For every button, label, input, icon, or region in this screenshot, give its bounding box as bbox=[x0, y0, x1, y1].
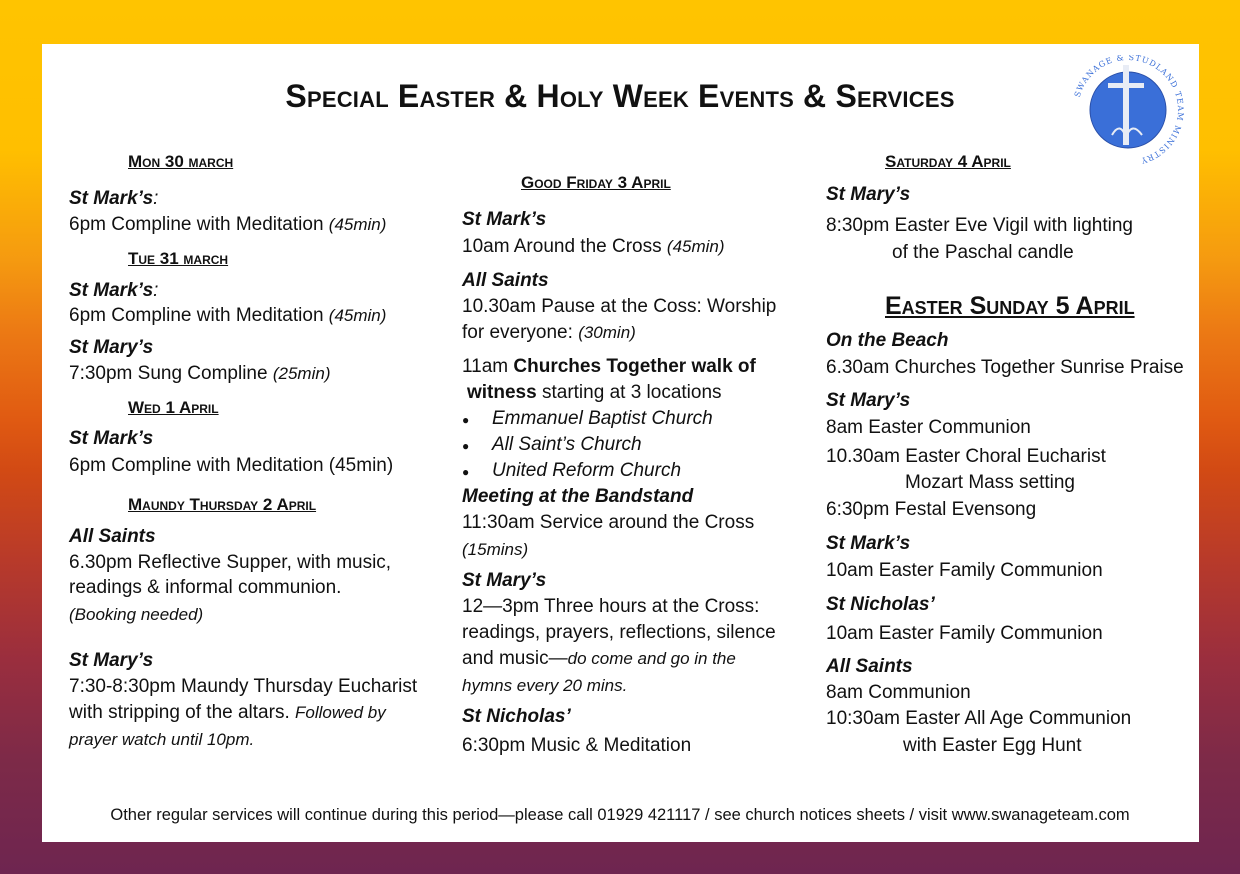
venue-label: On the Beach bbox=[826, 330, 949, 351]
service-line: 8am Communion bbox=[826, 682, 971, 703]
service-line: 7:30-8:30pm Maundy Thursday Eucharist bbox=[69, 676, 418, 697]
logo-ring-text: SWANAGE & STUDLAND TEAM MINISTRY bbox=[1072, 55, 1186, 165]
service-note: hymns every 20 mins. bbox=[462, 676, 628, 695]
service-line: 10:30am Easter All Age Communion bbox=[826, 708, 1132, 729]
cross-logo-icon bbox=[1068, 55, 1188, 165]
service-line: 6.30pm Reflective Supper, with music, bbox=[69, 552, 392, 573]
service-line: Mozart Mass setting bbox=[905, 472, 1075, 493]
service-line: 8:30pm Easter Eve Vigil with lighting bbox=[826, 215, 1133, 236]
venue-label: St Mark’s: bbox=[69, 280, 159, 301]
service-line: 10am Easter Family Communion bbox=[826, 560, 1103, 581]
day-header-thu: Maundy Thursday 2 April bbox=[128, 495, 317, 514]
venue-label: St Mark’s bbox=[462, 209, 547, 230]
venue-label: St Mary’s bbox=[826, 184, 911, 205]
list-item: ● All Saint’s Church bbox=[462, 434, 642, 455]
venue-label: All Saints bbox=[462, 270, 549, 291]
service-line: of the Paschal candle bbox=[892, 242, 1074, 263]
venue-label: All Saints bbox=[69, 526, 156, 547]
service-line: with stripping of the altars. Followed by bbox=[69, 702, 386, 723]
service-line: 10.30am Pause at the Coss: Worship bbox=[462, 296, 777, 317]
service-line: 8am Easter Communion bbox=[826, 417, 1031, 438]
day-header-mon: Mon 30 march bbox=[128, 152, 234, 171]
venue-label: St Mark’s bbox=[826, 533, 911, 554]
day-header-tue: Tue 31 march bbox=[128, 249, 229, 268]
service-line: 7:30pm Sung Compline (25min) bbox=[69, 363, 331, 384]
venue-label: St Mary’s bbox=[69, 650, 154, 671]
service-line: 10am Easter Family Communion bbox=[826, 623, 1103, 644]
venue-label: Meeting at the Bandstand bbox=[462, 486, 694, 507]
service-line: 6pm Compline with Meditation (45min) bbox=[69, 455, 394, 476]
service-line: 6pm Compline with Meditation (45min) bbox=[69, 214, 387, 235]
venue-label: All Saints bbox=[826, 656, 913, 677]
service-line: for everyone: (30min) bbox=[462, 322, 636, 343]
venue-label: St Mary’s bbox=[826, 390, 911, 411]
day-header-sat: Saturday 4 April bbox=[885, 152, 1011, 171]
service-line: 6pm Compline with Meditation (45min) bbox=[69, 305, 387, 326]
day-header-sun: Easter Sunday 5 April bbox=[885, 292, 1135, 320]
service-line: and music—do come and go in the bbox=[462, 648, 736, 669]
service-line: readings, prayers, reflections, silence bbox=[462, 622, 776, 643]
venue-label: St Mark’s bbox=[69, 428, 154, 449]
venue-label: St Mark’s: bbox=[69, 188, 159, 209]
service-line: 10.30am Easter Choral Eucharist bbox=[826, 446, 1106, 467]
service-line: with Easter Egg Hunt bbox=[903, 735, 1082, 756]
day-header-fri: Good Friday 3 April bbox=[521, 173, 671, 192]
footer-note: Other regular services will continue during this period—please call 01929 421117 / see church notices sheets / visit www.swanageteam.com bbox=[110, 806, 1130, 824]
service-line: 6.30am Churches Together Sunrise Praise bbox=[826, 357, 1184, 378]
venue-label: St Nicholas’ bbox=[462, 706, 571, 727]
service-line: 6:30pm Music & Meditation bbox=[462, 735, 692, 756]
service-note: prayer watch until 10pm. bbox=[69, 730, 255, 749]
list-item: ● Emmanuel Baptist Church bbox=[462, 408, 713, 429]
service-note: (Booking needed) bbox=[69, 605, 204, 624]
service-line: 12—3pm Three hours at the Cross: bbox=[462, 596, 760, 617]
page-title: Special Easter & Holy Week Events & Services bbox=[285, 78, 955, 114]
service-line: 11:30am Service around the Cross bbox=[462, 512, 755, 533]
venue-label: St Mary’s bbox=[69, 337, 154, 358]
service-line: 6:30pm Festal Evensong bbox=[826, 499, 1037, 520]
service-note: (15mins) bbox=[462, 540, 529, 559]
list-item: ● United Reform Church bbox=[462, 460, 682, 481]
service-line: 11am Churches Together walk of bbox=[462, 356, 756, 377]
ministry-logo bbox=[1068, 55, 1188, 165]
service-line: 10am Around the Cross (45min) bbox=[462, 236, 725, 257]
venue-label: St Nicholas’ bbox=[826, 594, 935, 615]
service-line: witness starting at 3 locations bbox=[467, 382, 722, 403]
service-line: readings & informal communion. bbox=[69, 577, 342, 598]
venue-label: St Mary’s bbox=[462, 570, 547, 591]
day-header-wed: Wed 1 April bbox=[128, 398, 219, 417]
